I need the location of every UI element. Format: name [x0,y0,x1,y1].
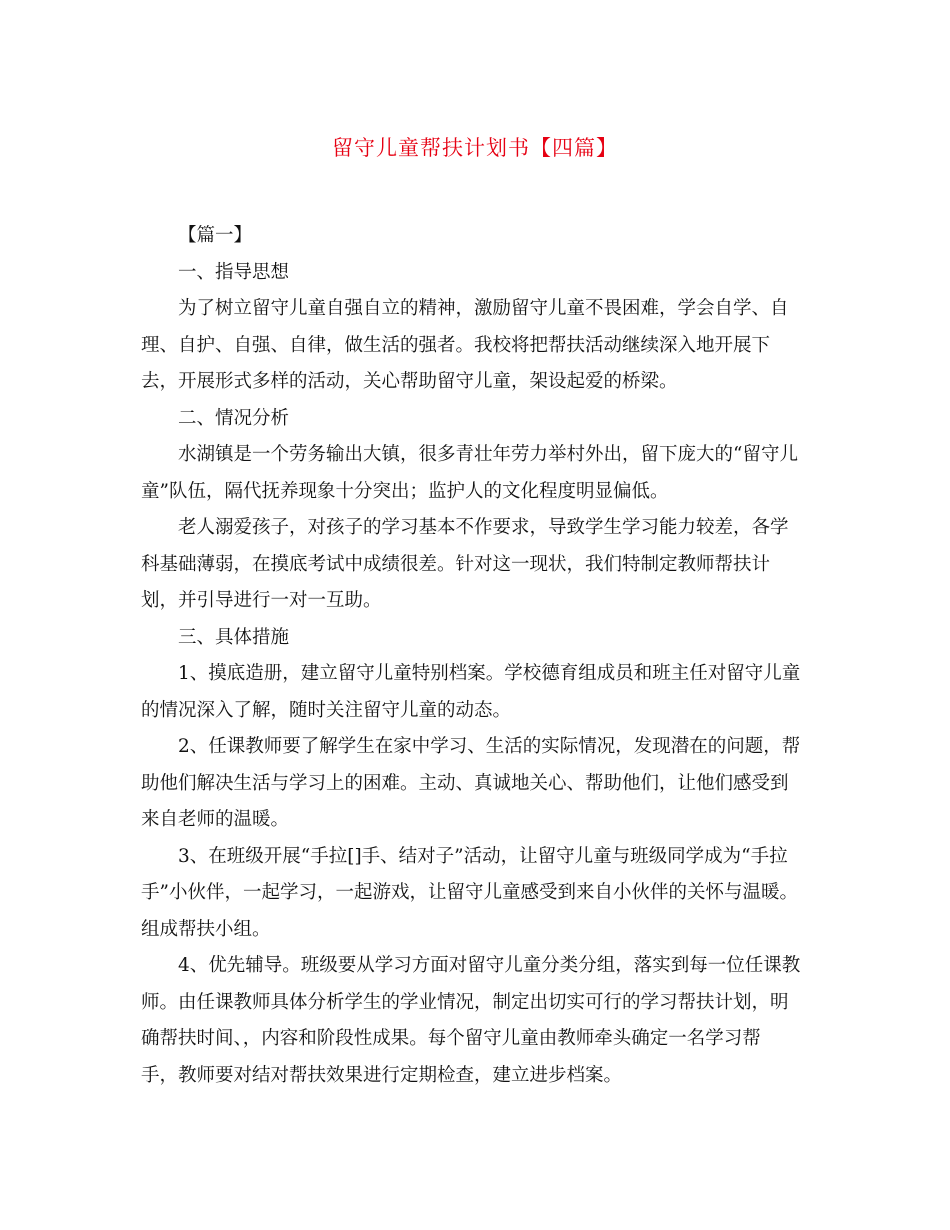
text-line: 为了树立留守儿童自强自立的精神，激励留守儿童不畏困难，学会自学、自 [178,298,789,319]
text-line: 去，开展形式多样的活动，关心帮助留守儿童，架设起爱的桥梁。 [141,371,678,392]
document-title: 留守儿童帮扶计划书【四篇】 [332,136,618,160]
text-line: 组成帮扶小组。 [141,918,271,940]
text-line: 三、具体措施 [178,626,290,648]
text-line: 助他们解决生活与学习上的困难。主动、真诚地关心、帮助他们，让他们感受到 [141,772,789,794]
text-line: 2、任课教师要了解学生在家中学习、生活的实际情况，发现潜在的问题，帮 [178,736,801,757]
text-line: 1、摸底造册，建立留守儿童特别档案。学校德育组成员和班主任对留守儿童 [178,663,801,684]
text-line: 【篇一】 [178,225,253,246]
text-line: 师。由任课教师具体分析学生的学业情况，制定出切实可行的学习帮扶计划，明 [141,991,789,1013]
text-line: 老人溺爱孩子，对孩子的学习基本不作要求，导致学生学习能力较差，各学 [178,517,789,538]
text-line: 理、自护、自强、自律，做生活的强者。我校将把帮扶活动继续深入地开展下 [141,334,771,356]
text-line: 手，教师要对结对帮扶效果进行定期检查，建立进步档案。 [141,1064,623,1086]
text-line: 的情况深入了解，随时关注留守儿童的动态。 [141,699,512,721]
text-line: 3、在班级开展“手拉[]手、结对子”活动，让留守儿童与班级同学成为“手拉 [178,845,788,867]
text-line: 划，并引导进行一对一互助。 [141,590,382,611]
text-line: 童”队伍，隔代抚养现象十分突出；监护人的文化程度明显偏低。 [141,480,669,502]
text-line: 二、情况分析 [178,407,290,429]
text-line: 手”小伙伴，一起学习，一起游戏，让留守儿童感受到来自小伙伴的关怀与温暖。 [141,882,798,903]
text-line: 水湖镇是一个劳务输出大镇，很多青壮年劳力举村外出，留下庞大的“留守儿 [178,444,798,465]
text-line: 科基础薄弱，在摸底考试中成绩很差。针对这一现状，我们特制定教师帮扶计 [141,553,771,575]
document-body [141,218,809,1094]
text-line: 来自老师的温暖。 [141,809,290,830]
text-line: 4、优先辅导。班级要从学习方面对留守儿童分类分组，落实到每一位任课教 [178,955,801,976]
text-line: 一、指导思想 [178,261,290,283]
text-line: 确帮扶时间、，内容和阶段性成果。每个留守儿童由教师牵头确定一名学习帮 [141,1028,761,1049]
